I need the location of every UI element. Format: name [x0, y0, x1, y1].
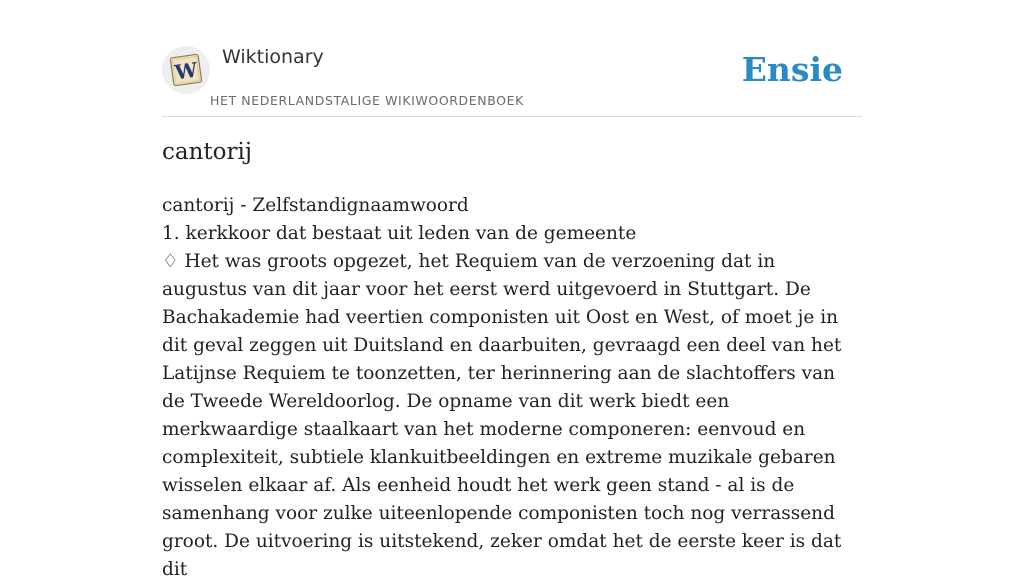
entry-headline: cantorij - Zelfstandignaamwoord [162, 195, 469, 216]
site-name[interactable]: Wiktionary [222, 46, 324, 68]
entry-example: ♢ Het was groots opgezet, het Requiem van de verzoening dat in augustus van dit jaar voor het eerst werd uitgevoerd in Stuttgart. De Bachakademie had veertien componisten uit Oost en West, of moet je in dit geval zeggen uit Duitsland en daarbuiten, gevraagd een deel van het Latijnse Requiem te toonzetten, ter herinnering aan de slachtoffers van de Tweede Wereldoorlog. De opname van dit werk biedt een merkwaardige staalkaart van het moderne componeren: eenvoud en complexiteit, subtiele klankuitbeeldingen en extreme muzikale gebaren wisselen elkaar af. Als eenheid houdt het werk geen stand - al is de samenhang voor zulke uiteenlopende componisten toch nog verrassend groot. De uitvoering is uitstekend, zeker omdat het de eerste keer is dat dit [162, 251, 842, 580]
entry-content [162, 192, 858, 584]
site-header [162, 40, 862, 117]
ensie-brand-link[interactable]: Ensie [741, 50, 843, 89]
wiktionary-tile-icon [162, 46, 210, 94]
page-title: cantorij [162, 139, 252, 165]
entry-definition: 1. kerkkoor dat bestaat uit leden van de gemeente [162, 223, 637, 244]
wiktionary-logo[interactable] [162, 46, 210, 94]
logo-letter: W [173, 57, 199, 85]
site-tagline: HET NEDERLANDSTALIGE WIKIWOORDENBOEK [210, 93, 524, 108]
